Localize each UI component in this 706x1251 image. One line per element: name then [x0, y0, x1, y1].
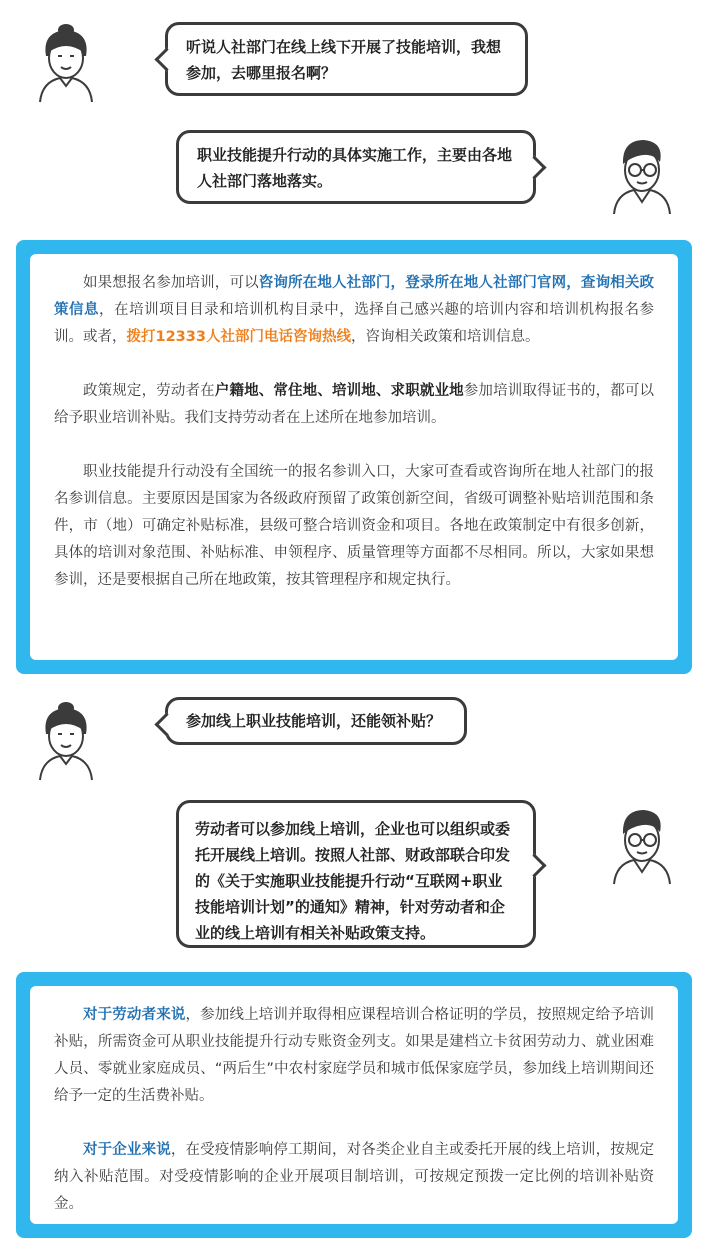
- text: ，咨询相关政策和培训信息。: [350, 329, 540, 345]
- info-panel-2: [16, 972, 692, 1238]
- answer-bubble-2: [176, 800, 536, 948]
- question-1-text: 听说人社部门在线上线下开展了技能培训，我想参加，去哪里报名啊？: [186, 38, 502, 82]
- text: 职业技能提升行动没有全国统一的报名参训入口，大家可查看或咨询所在地人社部门的报名参训信息。主要原因是国家为各级政府预留了政策创新空间，省级可调整补贴培训范围和条件，市（地）可确定补贴标准，县级可整合培训资金和项目。各地在政策制定中有很多创新，具体的培训对象范围、补贴标准、申领程序、质量管理等方面都不尽相同。所以，大家如果想参训，还是要根据自己所在地政策，按其管理程序和规定执行。: [54, 464, 654, 588]
- panel-1-paragraph-1: [54, 270, 654, 351]
- answer-1-text: 职业技能提升行动的具体实施工作，主要由各地人社部门落地落实。: [197, 146, 513, 190]
- text: 如果想报名参加培训，可以: [83, 275, 259, 291]
- woman-avatar-icon: [32, 22, 100, 104]
- highlight-contact: 咨询所在地人社部门，登录所在地人社部门官网，查询相关政策信息: [54, 275, 655, 318]
- panel-1-paragraph-2: [54, 378, 654, 432]
- text: 参加培训取得证书的，都可以给予职业培训补贴。我们支持劳动者在上述所在地参加培训。: [54, 383, 655, 426]
- highlight-locations: 户籍地、常住地、培训地、求职就业地: [214, 383, 464, 399]
- text: ，在受疫情影响停工期间，对各类企业自主或委托开展的线上培训，按规定纳入补贴范围。对受疫情影响的企业开展项目制培训，可按规定预拨一定比例的培训补贴资金。: [54, 1142, 655, 1212]
- answer-2-text: 劳动者可以参加线上培训，企业也可以组织或委托开展线上培训。按照人社部、财政部联合印发的《关于实施职业技能提升行动“互联网+职业技能培训计划”的通知》精神，针对劳动者和企业的线上培训有相关补贴政策支持。: [195, 820, 511, 942]
- text: ，在培训项目目录和培训机构目录中，选择自己感兴趣的培训内容和培训机构报名参训。或者，: [54, 302, 655, 345]
- panel-2-paragraph-1: [54, 1002, 654, 1110]
- question-2-text: 参加线上职业技能培训，还能领补贴？: [186, 712, 442, 730]
- question-bubble-2: [165, 697, 467, 745]
- man-avatar-icon: [608, 132, 676, 216]
- man-avatar-icon: [608, 802, 676, 886]
- woman-avatar-icon: [32, 700, 100, 782]
- info-panel-1: [16, 240, 692, 674]
- highlight-hotline: 拨打12333人社部门电话咨询热线: [126, 329, 351, 345]
- panel-2-paragraph-2: [54, 1137, 654, 1218]
- question-bubble-1: [165, 22, 528, 96]
- text: 政策规定，劳动者在: [83, 383, 215, 399]
- highlight-enterprises: 对于企业来说: [83, 1142, 171, 1158]
- highlight-workers: 对于劳动者来说: [83, 1007, 186, 1023]
- text: ，参加线上培训并取得相应课程培训合格证明的学员，按照规定给予培训补贴，所需资金可从职业技能提升行动专账资金列支。如果是建档立卡贫困劳动力、就业困难人员、零就业家庭成员、“两后生”中农村家庭学员和城市低保家庭学员，参加线上培训期间还给予一定的生活费补贴。: [54, 1007, 654, 1104]
- answer-bubble-1: [176, 130, 536, 204]
- panel-1-paragraph-3: [54, 459, 654, 594]
